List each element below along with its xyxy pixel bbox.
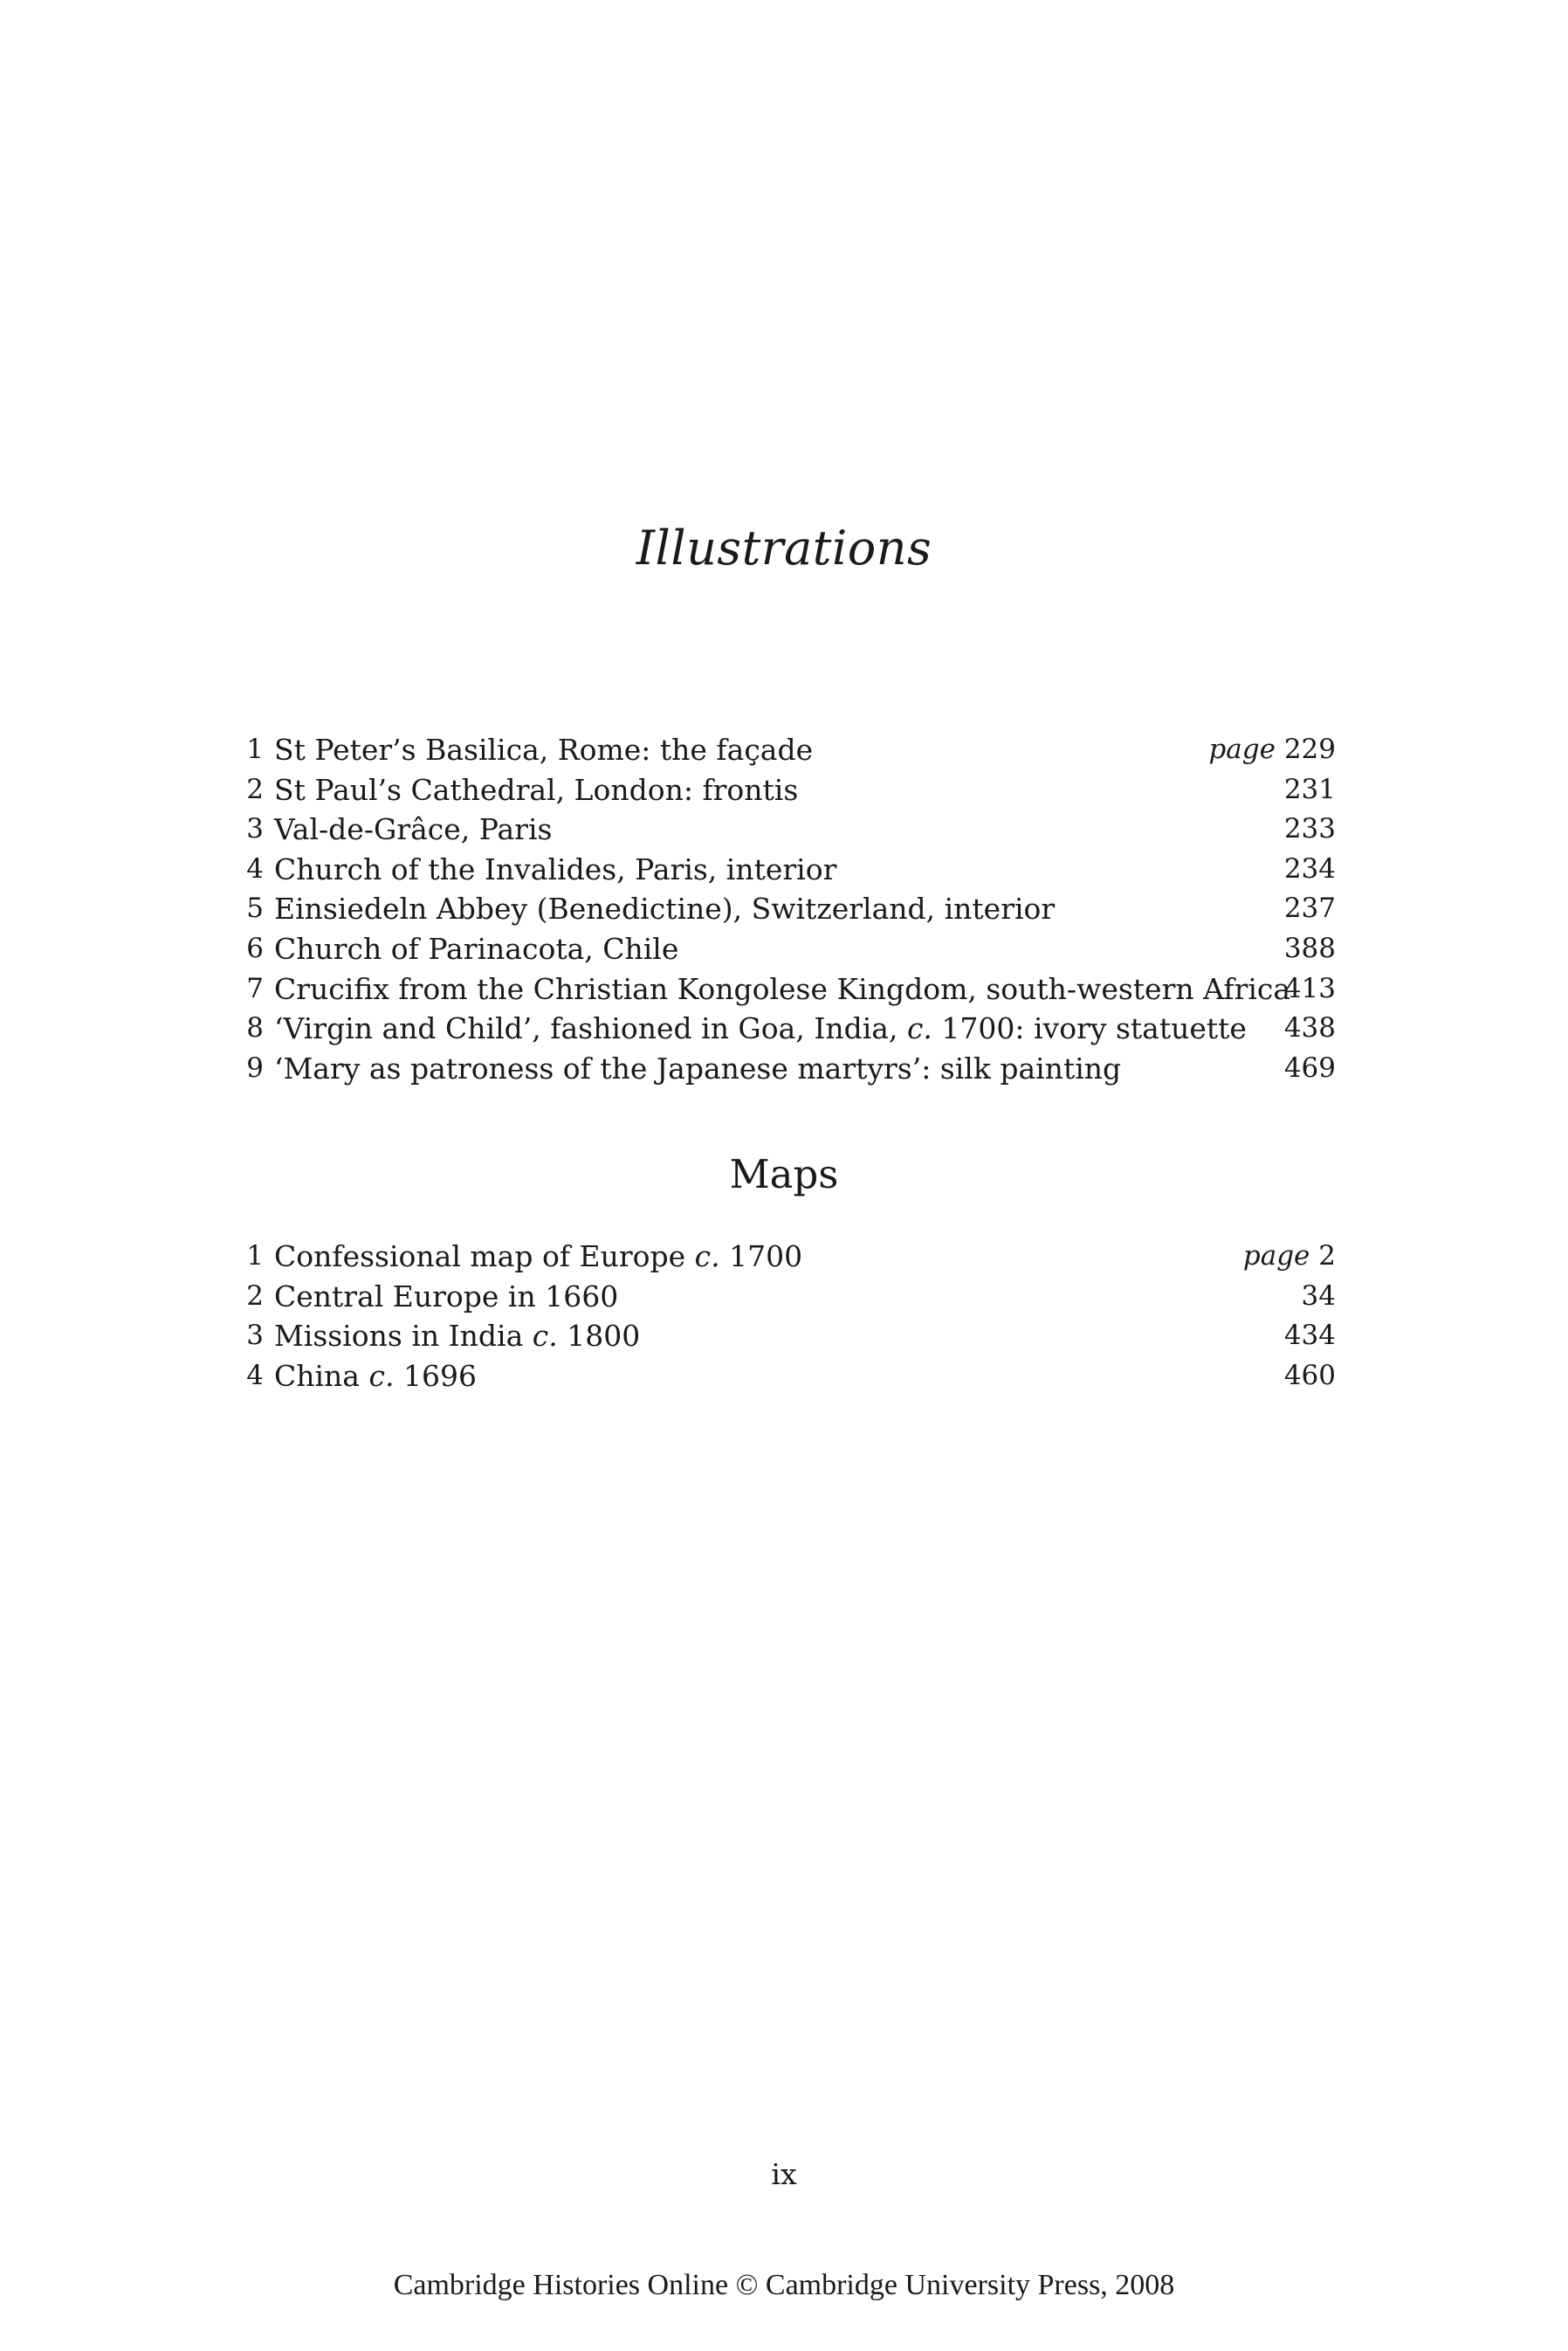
item-page (1302, 1277, 1336, 1317)
title-text: 1700: ivory statuette (932, 1011, 1247, 1046)
title-text: 1800 (557, 1319, 641, 1354)
list-item (232, 969, 1336, 1010)
maps-list (232, 1237, 1336, 1396)
page-label: page (1242, 1240, 1310, 1272)
item-title (274, 1316, 640, 1356)
title-text: China (274, 1358, 369, 1393)
item-page (1284, 810, 1336, 850)
item-number: 4 (246, 1359, 264, 1391)
list-item (232, 850, 1336, 890)
title-text: Church of Parinacota, Chile (274, 931, 679, 966)
item-number: 7 (246, 972, 264, 1004)
list-item (232, 1356, 1336, 1396)
page-value: 2 (1318, 1240, 1336, 1272)
page-value: 233 (1283, 813, 1336, 845)
item-title (274, 1049, 1121, 1089)
item-title (274, 969, 1290, 1010)
item-number: 5 (246, 893, 264, 925)
title-text: St Paul’s Cathedral, London: frontis (274, 772, 799, 807)
item-page (1284, 1356, 1336, 1396)
list-item (232, 1237, 1336, 1277)
item-title (274, 1009, 1247, 1049)
title-text: 1700 (719, 1239, 803, 1273)
circa-abbreviation: c. (532, 1319, 558, 1354)
item-title (274, 889, 1055, 929)
page-value: 34 (1301, 1279, 1336, 1312)
item-number: 2 (246, 773, 264, 805)
illustrations-list (232, 730, 1336, 1088)
item-page (1284, 969, 1336, 1010)
list-item (232, 1009, 1336, 1049)
page-value: 469 (1283, 1051, 1336, 1084)
page-value: 438 (1283, 1012, 1336, 1045)
page-value: 229 (1283, 734, 1336, 765)
title-text: Missions in India (274, 1319, 533, 1354)
item-number: 1 (246, 734, 264, 765)
list-item (232, 1049, 1336, 1089)
item-title (274, 1356, 477, 1396)
item-number: 4 (246, 852, 264, 885)
circa-abbreviation: c. (368, 1358, 395, 1393)
item-page (1284, 850, 1336, 890)
list-item (232, 810, 1336, 850)
item-number: 3 (246, 1320, 264, 1352)
item-title (274, 1277, 618, 1317)
list-item (232, 770, 1336, 810)
title-text: Val-de-Grâce, Paris (274, 812, 553, 847)
item-number: 1 (246, 1240, 264, 1272)
item-page (1208, 730, 1336, 770)
page-value: 388 (1283, 932, 1336, 964)
title-text: Einsiedeln Abbey (Benedictine), Switzerland, interior (274, 892, 1056, 927)
item-number: 6 (246, 932, 264, 964)
page-label: page (1208, 734, 1276, 765)
item-number: 9 (246, 1051, 264, 1084)
item-page (1284, 1049, 1336, 1089)
item-page (1284, 929, 1336, 969)
maps-heading: Maps (729, 1151, 839, 1197)
item-number: 3 (246, 813, 264, 845)
page-value: 234 (1283, 852, 1336, 885)
title-text: St Peter’s Basilica, Rome: the façade (274, 733, 814, 767)
item-title (274, 850, 836, 890)
item-page (1284, 1316, 1336, 1356)
item-page (1284, 889, 1336, 929)
list-item (232, 889, 1336, 929)
item-page (1243, 1237, 1336, 1277)
list-item (232, 1316, 1336, 1356)
circa-abbreviation: c. (906, 1011, 932, 1046)
page-value: 237 (1283, 893, 1336, 925)
item-title (274, 1237, 802, 1277)
page-value: 460 (1283, 1359, 1336, 1391)
page-value: 434 (1283, 1320, 1336, 1352)
list-item (232, 929, 1336, 969)
title-text: Confessional map of Europe (274, 1239, 695, 1273)
item-title (274, 929, 678, 969)
circa-abbreviation: c. (694, 1239, 720, 1273)
item-number: 2 (246, 1279, 264, 1312)
list-item (232, 1277, 1336, 1317)
title-text: ‘Mary as patroness of the Japanese martyrs’: silk painting (274, 1051, 1122, 1086)
list-item (232, 730, 1336, 770)
item-title (274, 730, 813, 770)
title-text: ‘Virgin and Child’, fashioned in Goa, India, (274, 1011, 907, 1046)
copyright-footer: Cambridge Histories Online © Cambridge University Press, 2008 (393, 2269, 1175, 2301)
page-number: ix (771, 2157, 797, 2191)
item-title (274, 770, 798, 810)
title-text: 1696 (394, 1358, 477, 1393)
page-value: 231 (1283, 773, 1336, 805)
title-text: Church of the Invalides, Paris, interior (274, 851, 837, 886)
item-title (274, 810, 552, 850)
page-value: 413 (1283, 972, 1336, 1004)
title-text: Crucifix from the Christian Kongolese Kingdom, south-western Africa (274, 971, 1291, 1006)
title-text: Central Europe in 1660 (274, 1279, 619, 1313)
item-number: 8 (246, 1012, 264, 1045)
item-page (1284, 1009, 1336, 1049)
illustrations-heading: Illustrations (636, 521, 932, 576)
item-page (1284, 770, 1336, 810)
